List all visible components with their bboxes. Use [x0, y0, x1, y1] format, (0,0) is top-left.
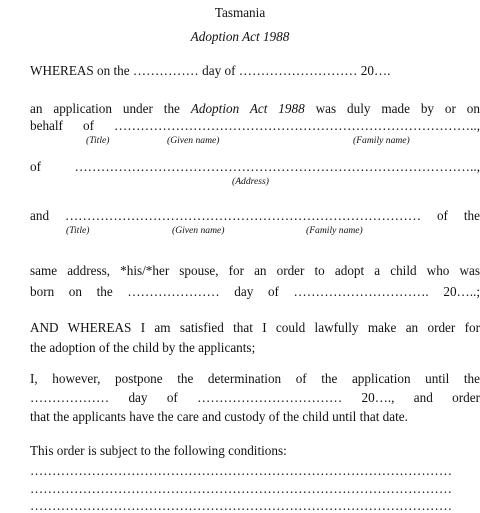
spouse-name-line: and ……………………………………………………………………… of the — [30, 208, 480, 223]
postpone-paragraph-line-1: I, however, postpone the determination of the application until the — [30, 371, 480, 386]
whereas-date-line: WHEREAS on the …………… day of ……………………… 20…. — [30, 63, 391, 78]
application-line-2: behalf of ……………………………………………………………………….., — [30, 118, 480, 133]
caption-given-name: (Given name) — [167, 135, 220, 146]
postpone-paragraph-line-2: ……………… day of …………………………… 20…., and order — [30, 390, 480, 405]
jurisdiction-heading: Tasmania — [214, 5, 266, 20]
caption-address: (Address) — [232, 176, 269, 187]
satisfied-paragraph-line-1: AND WHEREAS I am satisfied that I could lawfully make an order for — [30, 320, 480, 335]
condition-line-2: …………………………………………………………………………………… — [30, 481, 452, 496]
application-text-end: was duly made by or on — [304, 101, 480, 116]
act-title-heading: Adoption Act 1988 — [190, 29, 290, 44]
caption-family-name: (Family name) — [353, 135, 410, 146]
caption-family-name-2: (Family name) — [306, 225, 363, 236]
spouse-paragraph-line-2: born on the ………………… day of …………………………. 20…..; — [30, 284, 480, 299]
postpone-paragraph-line-3: that the applicants have the care and custody of the child until that date. — [30, 409, 408, 424]
condition-line-1: …………………………………………………………………………………… — [30, 463, 452, 478]
caption-title-2: (Title) — [66, 225, 90, 236]
application-act-name: Adoption Act 1988 — [190, 101, 305, 116]
application-text-start: an application under the — [30, 101, 191, 116]
spouse-paragraph-line-1: same address, *his/*her spouse, for an order to adopt a child who was — [30, 263, 480, 278]
satisfied-paragraph-line-2: the adoption of the child by the applicants; — [30, 340, 256, 355]
address-line: of ……………………………………………………………………………….., — [30, 159, 480, 174]
application-line-1 — [30, 102, 480, 115]
caption-given-name-2: (Given name) — [172, 225, 225, 236]
caption-title: (Title) — [86, 135, 110, 146]
conditions-intro: This order is subject to the following conditions: — [30, 443, 287, 458]
condition-line-3: …………………………………………………………………………………… — [30, 498, 452, 513]
